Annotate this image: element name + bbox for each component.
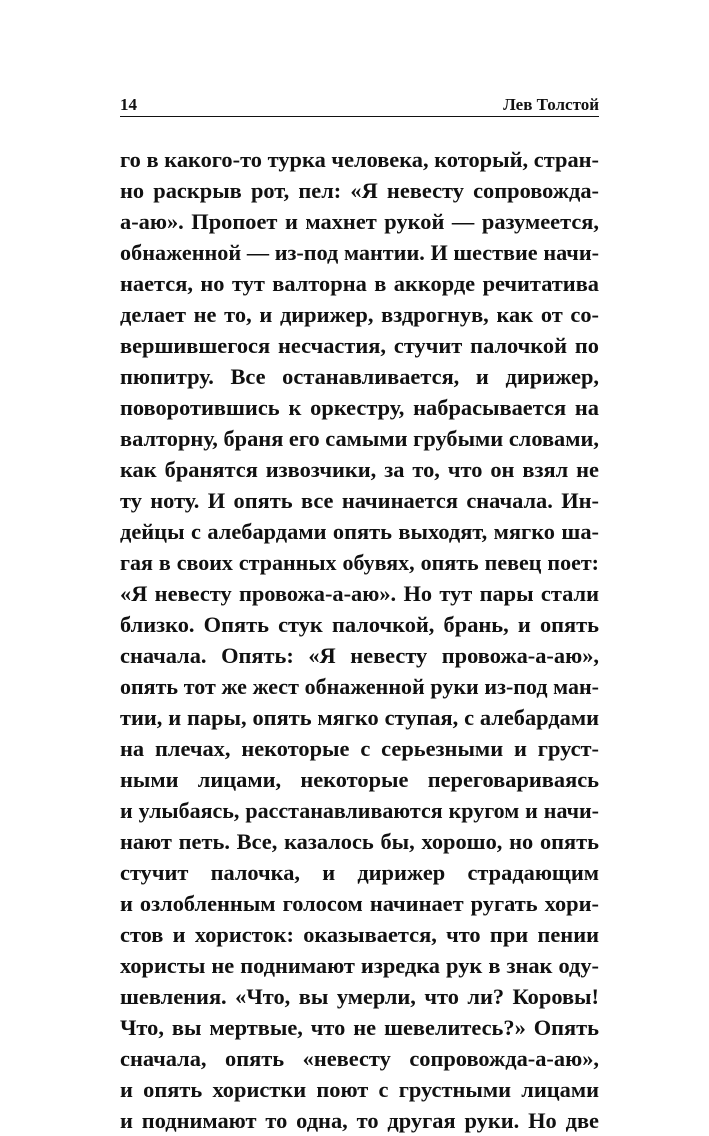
text-line: хористы не поднимают изредка рук в знак оду-	[120, 953, 599, 978]
running-title: Лев Толстой	[503, 95, 599, 114]
text-line: опять тот же жест обнаженной руки из-под ман-	[120, 674, 599, 699]
text-line: и опять хористки поют с грустными лицами	[120, 1077, 599, 1102]
text-line: близко. Опять стук палочкой, брань, и опять	[120, 612, 599, 637]
text-line: шевления. «Что, вы умерли, что ли? Коровы!	[120, 984, 599, 1009]
text-line: стов и хористок: оказывается, что при пении	[120, 922, 599, 947]
header-rule	[120, 116, 599, 117]
body-text	[120, 144, 599, 1136]
text-line: Что, вы мертвые, что не шевелитесь?» Опять	[120, 1015, 599, 1040]
text-line: сначала, опять «невесту сопровожда-а-аю»,	[120, 1046, 599, 1071]
text-line: ту ноту. И опять все начинается сначала. Ин-	[120, 488, 599, 513]
text-line: как бранятся извозчики, за то, что он взял не	[120, 457, 599, 482]
text-line: стучит палочка, и дирижер страдающим	[120, 860, 599, 885]
text-line: тии, и пары, опять мягко ступая, с алебардами	[120, 705, 599, 730]
text-line: гая в своих странных обувях, опять певец поет:	[120, 550, 599, 575]
text-line: валторну, браня его самыми грубыми словами,	[120, 426, 599, 451]
text-line: «Я невесту провожа-а-аю». Но тут пары стали	[120, 581, 599, 606]
text-line: на плечах, некоторые с серьезными и груст-	[120, 736, 599, 761]
page-number: 14	[120, 95, 137, 114]
text-line: пюпитру. Все останавливается, и дирижер,	[120, 364, 599, 389]
text-line: нается, но тут валторна в аккорде речитатива	[120, 271, 599, 296]
text-line: но раскрыв рот, пел: «Я невесту сопровожда-	[120, 178, 599, 203]
text-line: делает не то, и дирижер, вздрогнув, как от со-	[120, 302, 599, 327]
text-line: и поднимают то одна, то другая руки. Но две	[120, 1108, 599, 1133]
text-line: сначала. Опять: «Я невесту провожа-а-аю»,	[120, 643, 599, 668]
text-line: ными лицами, некоторые переговариваясь	[120, 767, 599, 792]
text-line: и озлобленным голосом начинает ругать хори-	[120, 891, 599, 916]
text-line: поворотившись к оркестру, набрасывается на	[120, 395, 599, 420]
text-line: нают петь. Все, казалось бы, хорошо, но опять	[120, 829, 599, 854]
text-line: обнаженной — из-под мантии. И шествие начи-	[120, 240, 599, 265]
text-line: дейцы с алебардами опять выходят, мягко ша-	[120, 519, 599, 544]
text-line: го в какого-то турка человека, который, стран-	[120, 147, 599, 172]
text-line: а-аю». Пропоет и махнет рукой — разумеется,	[120, 209, 599, 234]
text-line: вершившегося несчастия, стучит палочкой по	[120, 333, 599, 358]
text-line: и улыбаясь, расстанавливаются кругом и начи-	[120, 798, 599, 823]
running-head	[120, 92, 599, 114]
